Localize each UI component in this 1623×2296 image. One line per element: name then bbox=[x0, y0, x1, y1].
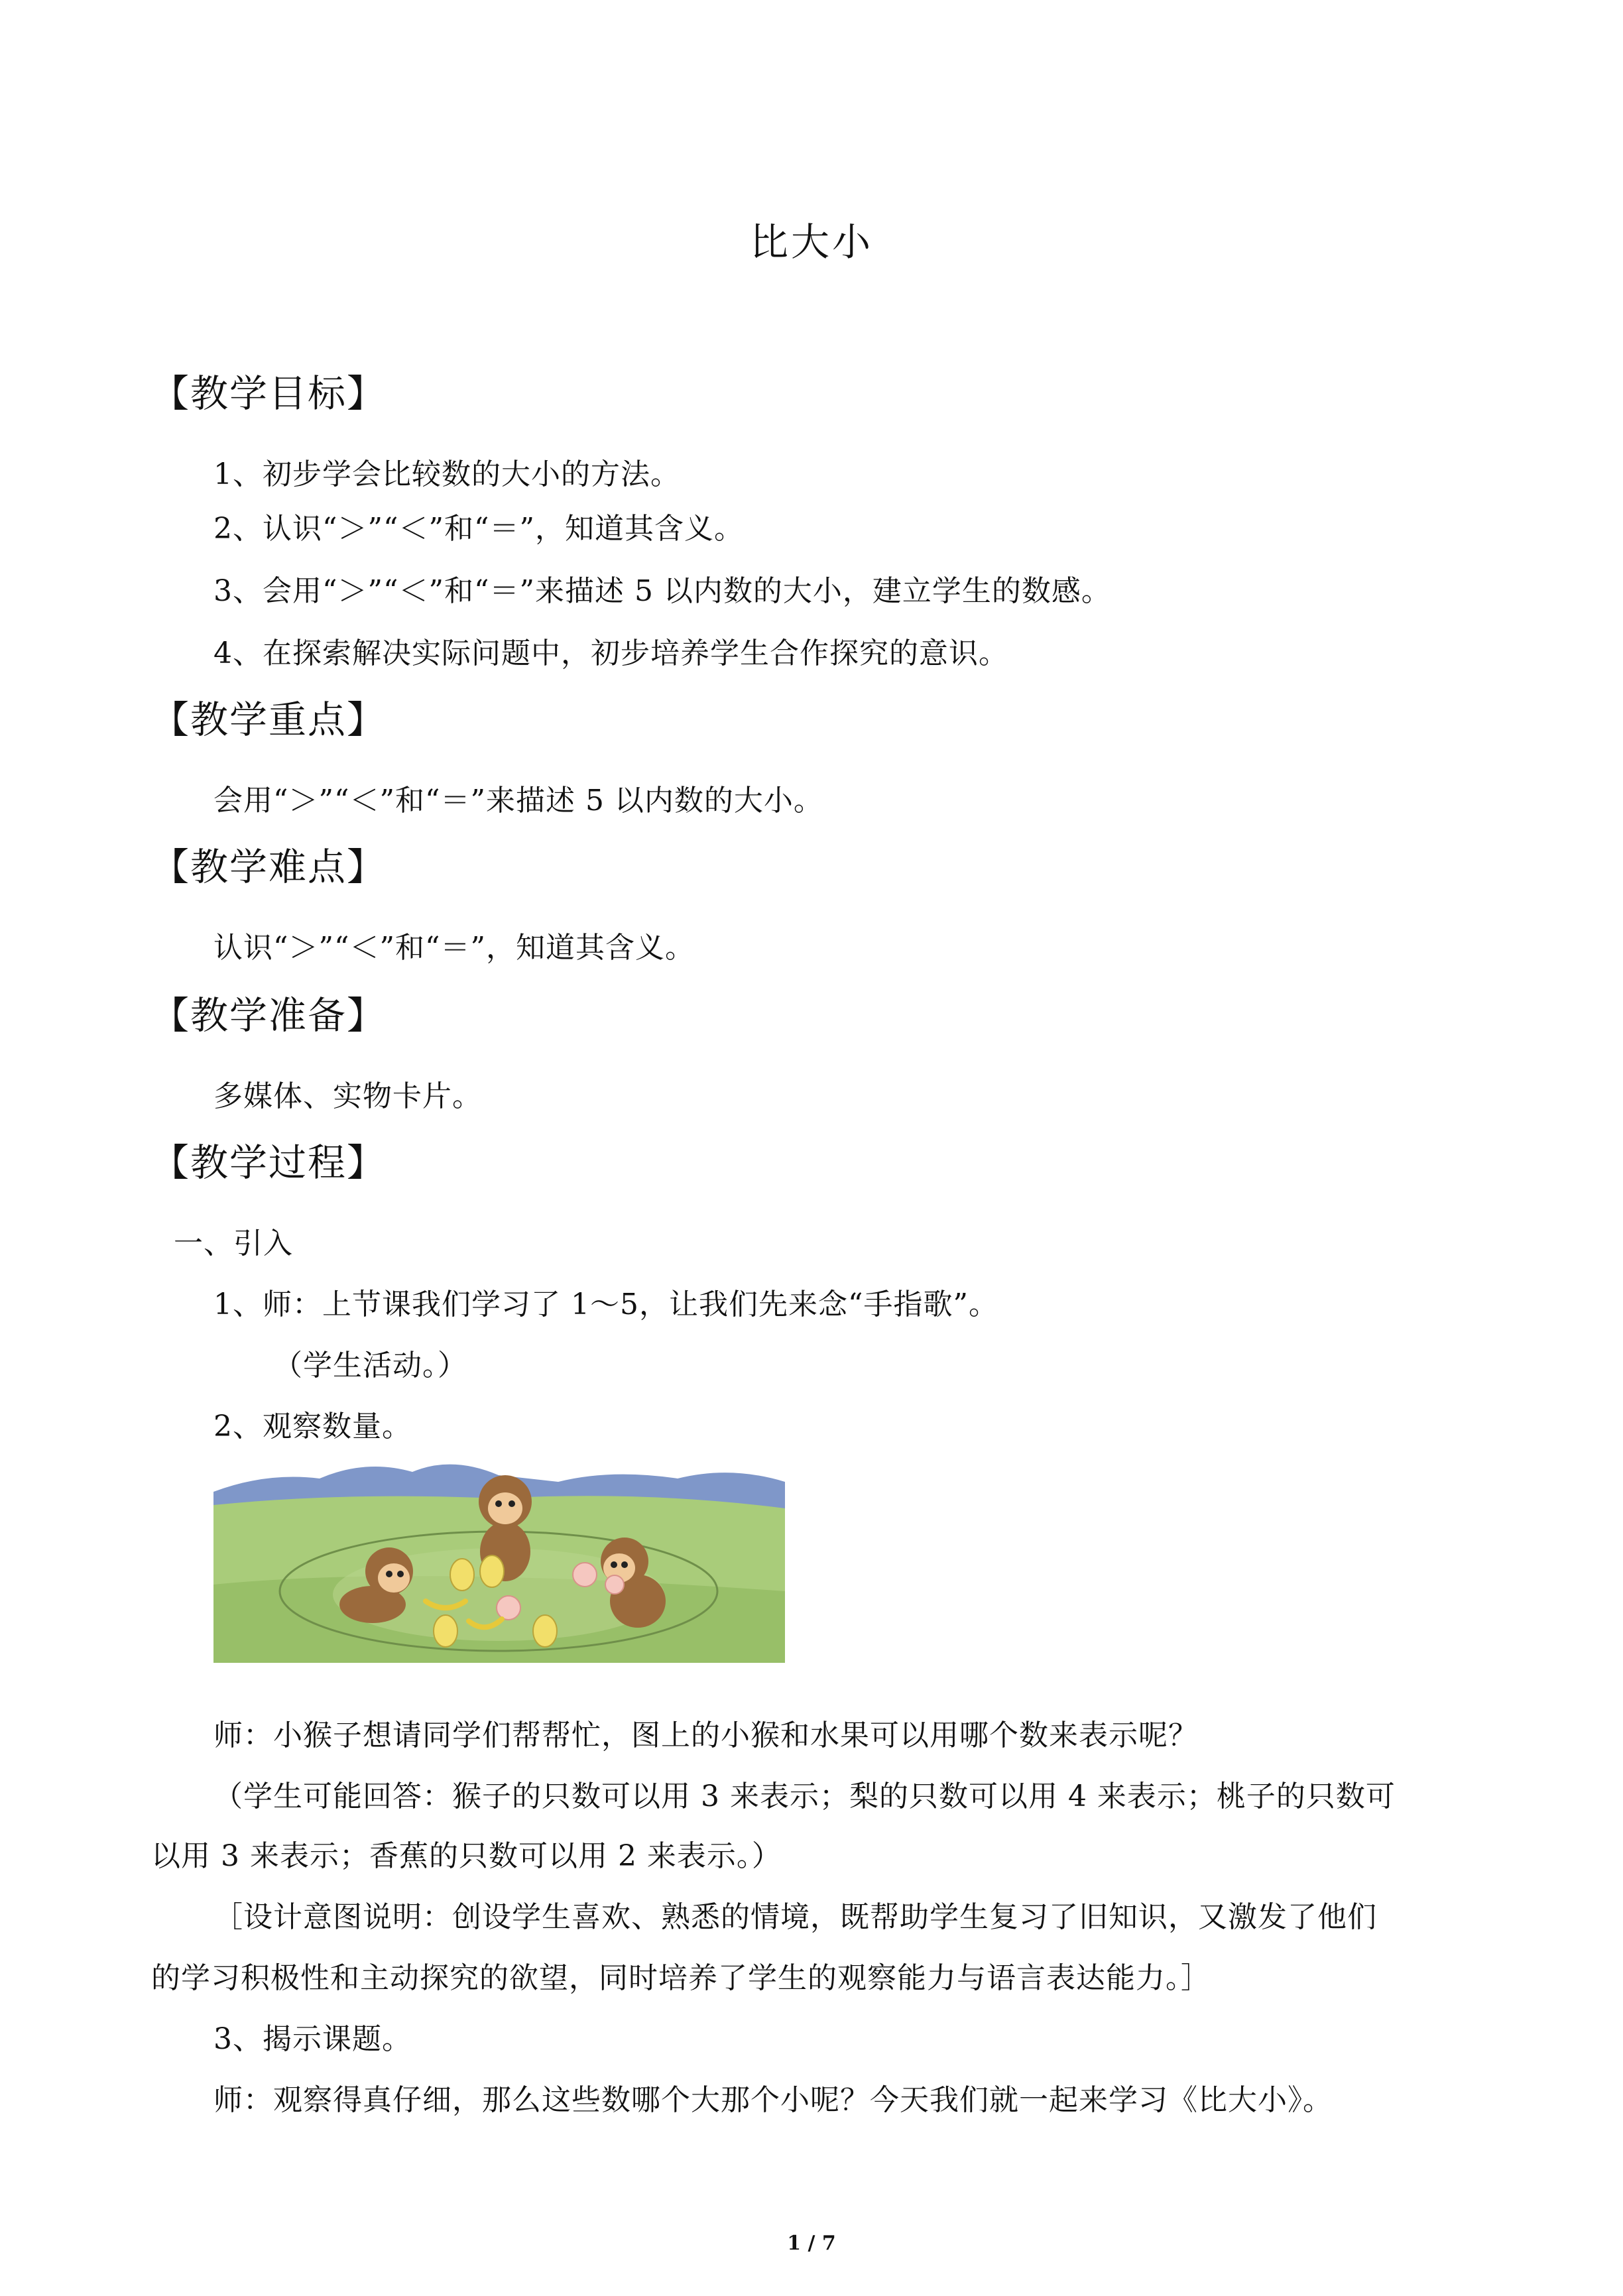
process-step1: 1、师：上节课我们学习了 1～5，让我们先来念“手指歌”。 bbox=[213, 1288, 998, 1321]
prep-text: 多媒体、实物卡片。 bbox=[213, 1079, 482, 1113]
page-number: 1 / 7 bbox=[787, 2232, 836, 2255]
student-answer-line-1: （学生可能回答：猴子的只数可以用 3 来表示；梨的只数可以用 4 来表示；桃子的只数可 bbox=[213, 1780, 1396, 1813]
monkeys-fruit-illustration bbox=[213, 1452, 785, 1663]
process-intro: 一、引入 bbox=[174, 1227, 293, 1260]
goal-item-1: 1、初步学会比较数的大小的方法。 bbox=[213, 457, 680, 491]
heading-process: 【教学过程】 bbox=[151, 1141, 386, 1185]
page-title: 比大小 bbox=[749, 219, 873, 265]
heading-difficulty: 【教学难点】 bbox=[151, 845, 386, 889]
student-answer-line-2: 以用 3 来表示；香蕉的只数可以用 2 来表示。） bbox=[151, 1839, 782, 1873]
design-note-line-2: 的学习积极性和主动探究的欲望，同时培养了学生的观察能力与语言表达能力。］ bbox=[151, 1961, 1211, 1995]
goal-item-3: 3、会用“＞”“＜”和“＝”来描述 5 以内数的大小，建立学生的数感。 bbox=[213, 574, 1111, 608]
difficulty-text: 认识“＞”“＜”和“＝”，知道其含义。 bbox=[213, 931, 695, 965]
teacher-statement: 师：观察得真仔细，那么这些数哪个大那个小呢？今天我们就一起来学习《比大小》。 bbox=[213, 2083, 1333, 2117]
process-step2: 2、观察数量。 bbox=[213, 1410, 412, 1443]
process-step3: 3、揭示课题。 bbox=[213, 2022, 412, 2056]
goal-item-4: 4、在探索解决实际问题中，初步培养学生合作探究的意识。 bbox=[213, 636, 1008, 670]
teacher-question: 师：小猴子想请同学们帮帮忙，图上的小猴和水果可以用哪个数来表示呢？ bbox=[213, 1719, 1198, 1752]
heading-prep: 【教学准备】 bbox=[151, 994, 386, 1038]
heading-key: 【教学重点】 bbox=[151, 698, 386, 742]
key-text: 会用“＞”“＜”和“＝”来描述 5 以内数的大小。 bbox=[213, 784, 823, 817]
process-step1-note: （学生活动。） bbox=[273, 1349, 467, 1382]
heading-goals: 【教学目标】 bbox=[151, 372, 386, 416]
design-note-line-1: ［设计意图说明：创设学生喜欢、熟悉的情境，既帮助学生复习了旧知识，又激发了他们 bbox=[213, 1900, 1377, 1934]
goal-item-2: 2、认识“＞”“＜”和“＝”，知道其含义。 bbox=[213, 512, 744, 546]
